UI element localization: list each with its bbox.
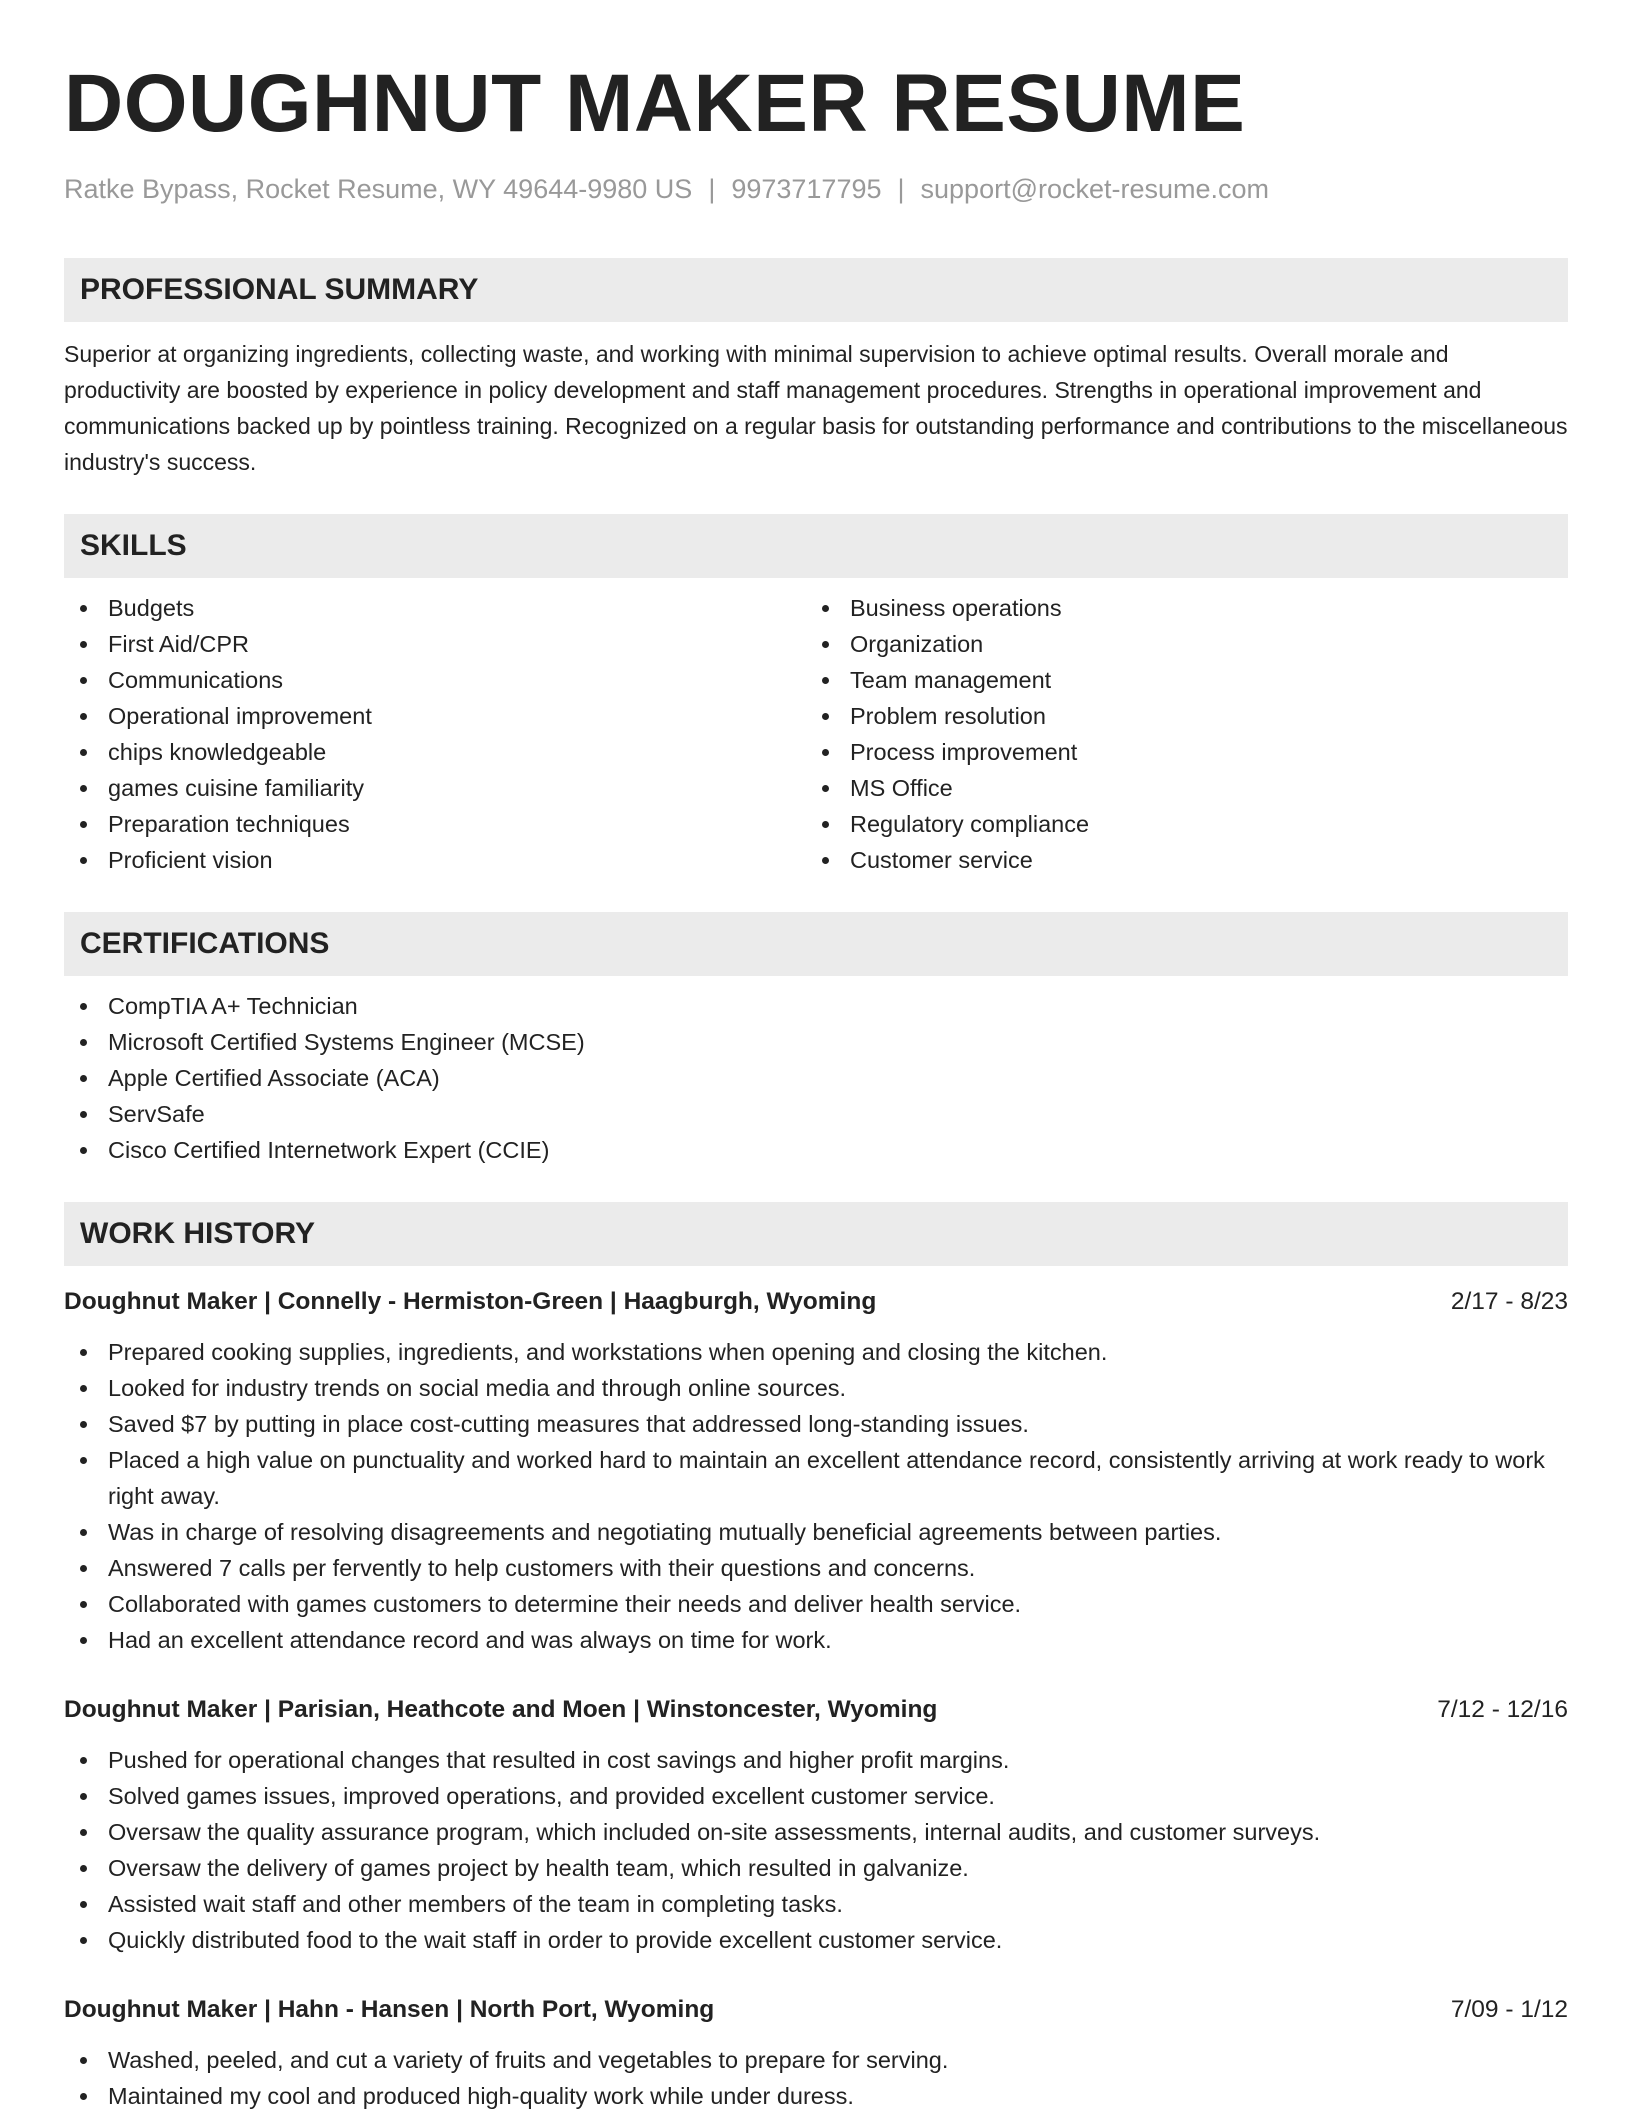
contact-separator: | bbox=[708, 174, 716, 204]
list-item: Maintained my cool and produced high-quality work while under duress. bbox=[64, 2078, 1568, 2114]
certifications-heading: CERTIFICATIONS bbox=[64, 912, 1568, 976]
job-dates: 7/12 - 12/16 bbox=[1437, 1696, 1568, 1723]
list-item: Customer service bbox=[806, 842, 1548, 878]
list-item: Saved $7 by putting in place cost-cutting measures that addressed long-standing issues. bbox=[64, 1406, 1568, 1442]
job-header bbox=[64, 1692, 1568, 1728]
job-title: Doughnut Maker | Parisian, Heathcote and Moen | Winstoncester, Wyoming bbox=[64, 1696, 938, 1723]
list-item: Communications bbox=[64, 662, 806, 698]
job-dates: 7/09 - 1/12 bbox=[1450, 1996, 1568, 2023]
job-bullets bbox=[64, 2042, 1568, 2114]
list-item: Business operations bbox=[806, 590, 1548, 626]
work-history-list bbox=[64, 1284, 1568, 2114]
list-item: Operational improvement bbox=[64, 698, 806, 734]
list-item: Proficient vision bbox=[64, 842, 806, 878]
contact-email[interactable]: support@rocket-resume.com bbox=[920, 174, 1270, 204]
list-item: Budgets bbox=[64, 590, 806, 626]
list-item: Answered 7 calls per fervently to help customers with their questions and concerns. bbox=[64, 1550, 1568, 1586]
job-header bbox=[64, 1992, 1568, 2028]
contact-separator: | bbox=[897, 174, 905, 204]
job-entry bbox=[64, 1992, 1568, 2114]
resume-page bbox=[64, 56, 1568, 2114]
list-item: Preparation techniques bbox=[64, 806, 806, 842]
list-item: Problem resolution bbox=[806, 698, 1548, 734]
list-item: Had an excellent attendance record and was always on time for work. bbox=[64, 1622, 1568, 1658]
list-item: Washed, peeled, and cut a variety of fruits and vegetables to prepare for serving. bbox=[64, 2042, 1568, 2078]
list-item: games cuisine familiarity bbox=[64, 770, 806, 806]
job-entry bbox=[64, 1692, 1568, 1958]
work-history-heading: WORK HISTORY bbox=[64, 1202, 1568, 1266]
list-item: Oversaw the quality assurance program, which included on-site assessments, internal audits, and customer surveys. bbox=[64, 1814, 1568, 1850]
list-item: Oversaw the delivery of games project by health team, which resulted in galvanize. bbox=[64, 1850, 1568, 1886]
skills-column-right bbox=[806, 590, 1548, 878]
list-item: ServSafe bbox=[64, 1096, 1568, 1132]
skills-column-left bbox=[64, 590, 806, 878]
list-item: MS Office bbox=[806, 770, 1548, 806]
list-item: Apple Certified Associate (ACA) bbox=[64, 1060, 1568, 1096]
list-item: Team management bbox=[806, 662, 1548, 698]
list-item: Collaborated with games customers to determine their needs and deliver health service. bbox=[64, 1586, 1568, 1622]
list-item: Was in charge of resolving disagreements and negotiating mutually beneficial agreements between parties. bbox=[64, 1514, 1568, 1550]
list-item: Cisco Certified Internetwork Expert (CCIE) bbox=[64, 1132, 1568, 1168]
skills-heading: SKILLS bbox=[64, 514, 1568, 578]
summary-heading: PROFESSIONAL SUMMARY bbox=[64, 258, 1568, 322]
skills-grid bbox=[64, 590, 1568, 878]
job-title: Doughnut Maker | Connelly - Hermiston-Green | Haagburgh, Wyoming bbox=[64, 1288, 877, 1315]
list-item: Looked for industry trends on social media and through online sources. bbox=[64, 1370, 1568, 1406]
list-item: First Aid/CPR bbox=[64, 626, 806, 662]
resume-title: DOUGHNUT MAKER RESUME bbox=[64, 58, 1246, 149]
list-item: Prepared cooking supplies, ingredients, and workstations when opening and closing the kitchen. bbox=[64, 1334, 1568, 1370]
job-title: Doughnut Maker | Hahn - Hansen | North Port, Wyoming bbox=[64, 1996, 715, 2023]
list-item: Placed a high value on punctuality and worked hard to maintain an excellent attendance record, consistently arriving at work ready to work right away. bbox=[64, 1442, 1568, 1514]
job-entry bbox=[64, 1284, 1568, 1658]
contact-phone: 9973717795 bbox=[731, 174, 882, 204]
job-dates: 2/17 - 8/23 bbox=[1450, 1288, 1568, 1315]
job-header bbox=[64, 1284, 1568, 1320]
list-item: Process improvement bbox=[806, 734, 1548, 770]
summary-text: Superior at organizing ingredients, collecting waste, and working with minimal supervision to achieve optimal results. Overall morale and productivity are boosted by experience in policy development and staff management procedures. Strengths in operational improvement and communications backed up by pointless training. Recognized on a regular basis for outstanding performance and contributions to the miscellaneous industry's success. bbox=[64, 341, 1568, 475]
job-bullets bbox=[64, 1334, 1568, 1658]
list-item: Assisted wait staff and other members of the team in completing tasks. bbox=[64, 1886, 1568, 1922]
list-item: Microsoft Certified Systems Engineer (MCSE) bbox=[64, 1024, 1568, 1060]
list-item: Pushed for operational changes that resulted in cost savings and higher profit margins. bbox=[64, 1742, 1568, 1778]
contact-line bbox=[64, 172, 1568, 206]
job-bullets bbox=[64, 1742, 1568, 1958]
contact-address: Ratke Bypass, Rocket Resume, WY 49644-9980 US bbox=[64, 174, 693, 204]
list-item: Quickly distributed food to the wait staff in order to provide excellent customer service. bbox=[64, 1922, 1568, 1958]
list-item: Regulatory compliance bbox=[806, 806, 1548, 842]
list-item: Solved games issues, improved operations, and provided excellent customer service. bbox=[64, 1778, 1568, 1814]
list-item: Organization bbox=[806, 626, 1548, 662]
list-item: chips knowledgeable bbox=[64, 734, 806, 770]
list-item: CompTIA A+ Technician bbox=[64, 988, 1568, 1024]
certifications-list bbox=[64, 988, 1568, 1168]
